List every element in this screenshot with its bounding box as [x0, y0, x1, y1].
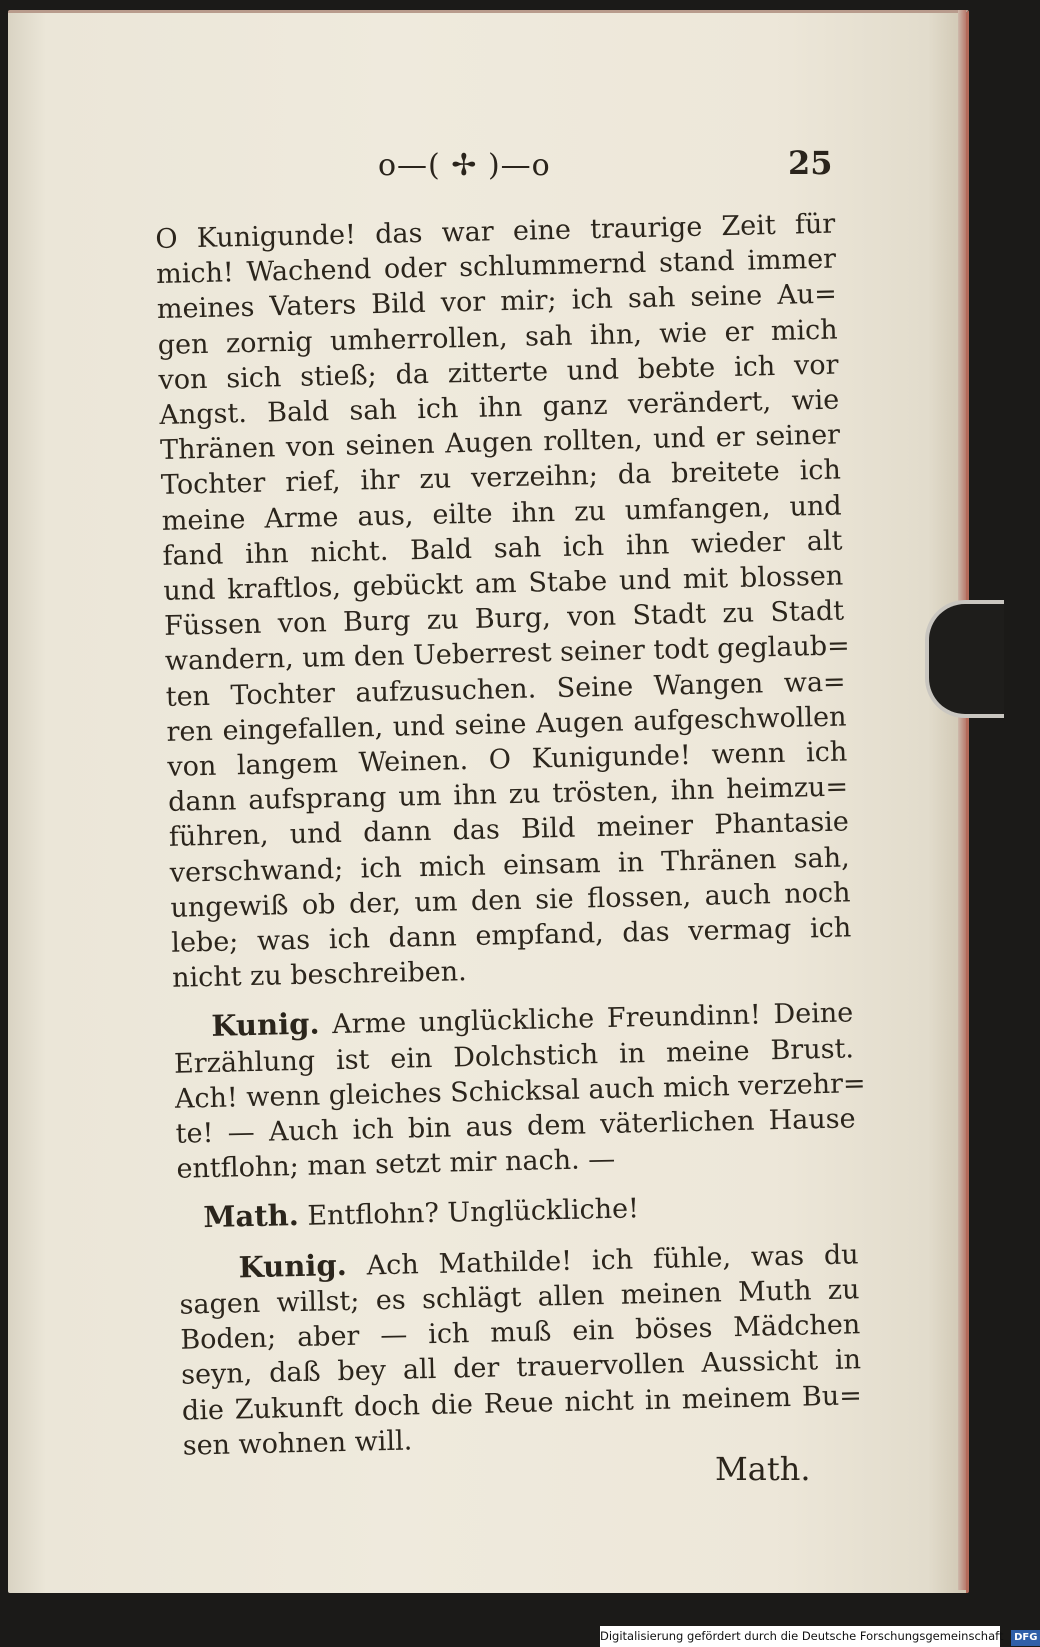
text-line: Ach! wenn gleiches Schicksal auch mich verzehr=	[174, 1067, 866, 1115]
text-line: Tochter rief, ihr zu verzeihn; da breitete ich	[160, 454, 842, 502]
text-line: seyn, daß bey all der trauervollen Aussicht in	[180, 1344, 862, 1391]
text-line: Thränen von seinen Augen rollten, und er seiner	[159, 419, 841, 467]
footer-text: Digitalisierung gefördert durch die Deutsche Forschungsgemeinschaft	[600, 1629, 1004, 1643]
text-line: nicht zu beschreiben.	[171, 956, 468, 995]
text-line: mich! Wachend oder schlummernd stand immer	[155, 243, 837, 291]
text-line: von langem Weinen. O Kunigunde! wenn ich	[167, 736, 848, 783]
text-line: gen zornig umherrollen, sah ihn, wie er mich	[157, 314, 838, 361]
text-line: wandern, um den Ueberrest seiner todt geglaub=	[164, 630, 851, 678]
text-line: sagen willst; es schlägt allen meinen Muth zu	[179, 1274, 860, 1321]
text-line: ungewiß ob der, um den sie flossen, auch noch	[170, 877, 851, 924]
text-line: Boden; aber — ich muß ein böses Mädchen	[180, 1309, 861, 1356]
text-line: meine Arme aus, eilte ihn zu umfangen, und	[161, 490, 842, 537]
speech-text: Arme unglückliche Freundinn! Deine	[331, 997, 854, 1041]
text-line: lebe; was ich dann empfand, das vermag ich	[171, 912, 852, 959]
text-line: O Kunigunde! das war eine traurige Zeit für	[155, 208, 836, 255]
text-line: ten Tochter aufzusuchen. Seine Wangen wa=	[165, 666, 846, 713]
text-line: dann aufsprang um ihn zu trösten, ihn heimzu=	[167, 771, 849, 819]
speaker-name: Kunig.	[211, 1006, 320, 1044]
speaker-name: Math.	[202, 1198, 300, 1235]
speaker-name: Kunig.	[238, 1247, 348, 1285]
text-line: fand ihn nicht. Bald sah ich ihn wieder alt	[162, 525, 843, 572]
speech-text: Entflohn? Unglückliche!	[307, 1193, 640, 1233]
text-line: führen, und dann das Bild meiner Phantasie	[168, 806, 850, 854]
text-line: Erzählung ist ein Dolchstich in meine Brust.	[173, 1033, 855, 1080]
page-number: 25	[788, 144, 833, 182]
page-edge	[958, 10, 966, 1590]
text-line: entflohn; man setzt mir nach. —	[176, 1144, 616, 1186]
catchword: Math.	[715, 1450, 811, 1488]
text-line: die Zukunft doch die Reue nicht in meinem Bu=	[181, 1379, 863, 1427]
speech-text: Ach Mathilde! ich fühle, was du	[366, 1238, 859, 1282]
dfg-logo: DFG	[1011, 1630, 1040, 1646]
text-line: Angst. Bald sah ich ihn ganz verändert, wie	[159, 384, 840, 431]
text-line: Füssen von Burg zu Burg, von Stadt zu Stadt	[163, 595, 845, 643]
book-clip	[925, 600, 1004, 718]
text-line: meines Vaters Bild vor mir; ich sah seine Au=	[156, 278, 838, 326]
text-line: verschwand; ich mich einsam in Thränen sah,	[169, 842, 850, 889]
text-line: von sich stieß; da zitterte und bebte ich vor	[158, 349, 839, 396]
body-text	[155, 207, 866, 1464]
text-line: ren eingefallen, und seine Augen aufgeschwollen	[166, 701, 847, 748]
footer-credit	[600, 1626, 1038, 1647]
text-line: te! — Auch ich bin aus dem väterlichen Hause	[175, 1103, 856, 1150]
text-line: sen wohnen will.	[182, 1425, 413, 1462]
header-ornament: o—( ✢ )—o	[378, 148, 551, 183]
text-line: und kraftlos, gebückt am Stabe und mit blossen	[163, 560, 844, 607]
